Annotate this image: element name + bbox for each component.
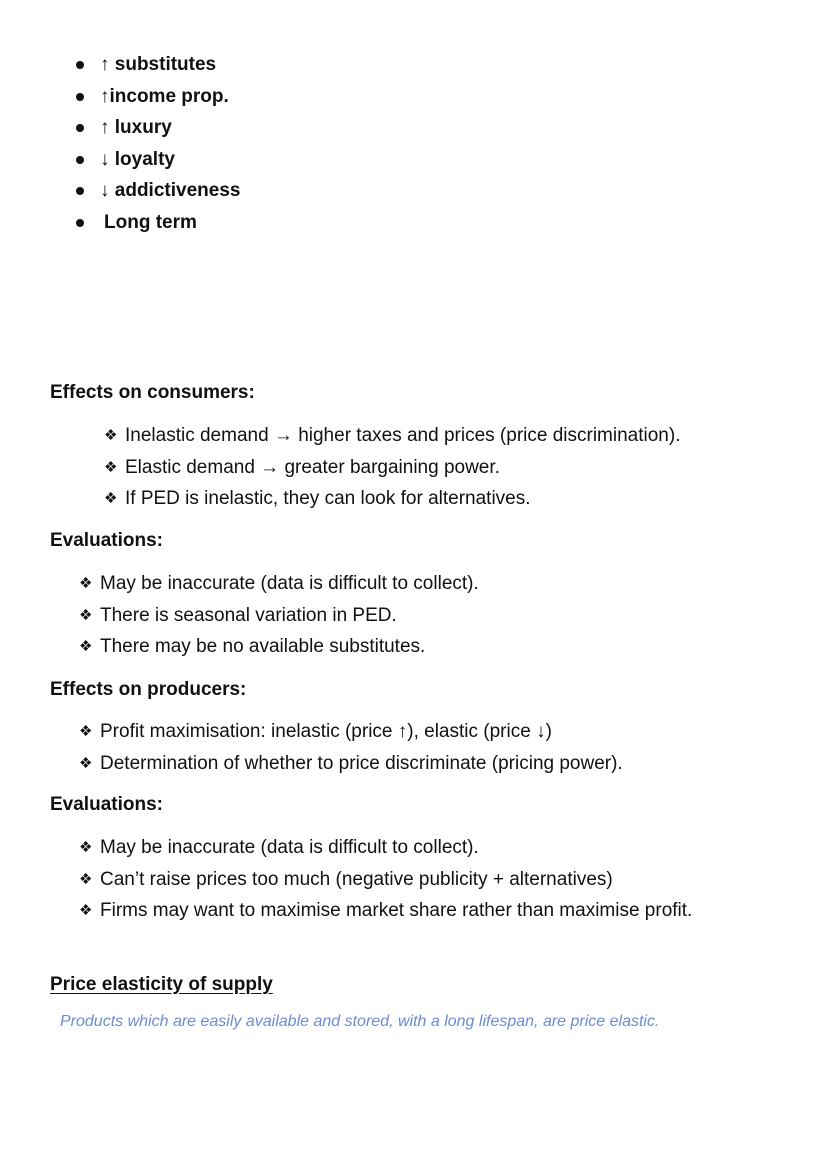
diamond-bullet-icon: ❖	[79, 870, 93, 888]
consumers-heading: Effects on consumers:	[50, 382, 255, 403]
list-item: ↑ substitutes	[0, 49, 828, 81]
diamond-bullet-icon: ❖	[79, 754, 93, 772]
list-item: ↓ loyalty	[0, 144, 828, 176]
bullet-icon	[76, 124, 84, 132]
diamond-bullet-icon: ❖	[79, 723, 93, 740]
list-item: ↓ addictiveness	[0, 175, 828, 207]
producer-evaluations-list	[0, 832, 828, 958]
list-item: ❖ There is seasonal variation in PED.	[0, 600, 828, 632]
list-item: ❖ Profit maximisation: inelastic (price ↑), elastic (price ↓)	[0, 716, 828, 748]
consumer-evaluations-heading: Evaluations:	[50, 530, 163, 551]
list-item: ❖ Inelastic demand → higher taxes and prices (price discrimination).	[0, 420, 828, 452]
diamond-bullet-icon: ❖	[79, 575, 93, 592]
list-item: ❖ If PED is inelastic, they can look for alternatives.	[0, 483, 828, 515]
producers-list	[0, 716, 828, 779]
diamond-bullet-icon: ❖	[79, 638, 93, 655]
diamond-bullet-icon: ❖	[104, 427, 118, 444]
list-item: Long term	[0, 207, 828, 239]
bullet-icon	[76, 187, 84, 195]
ped-factors-list	[0, 49, 828, 238]
list-item: ❖ May be inaccurate (data is difficult to collect).	[0, 832, 828, 864]
list-item: ❖ Can’t raise prices too much (negative publicity + alternatives)	[0, 864, 828, 896]
consumer-evaluations-list	[0, 568, 828, 663]
bullet-icon	[76, 93, 84, 101]
diamond-bullet-icon: ❖	[79, 902, 93, 919]
list-item: ↑ luxury	[0, 112, 828, 144]
list-item: ❖ May be inaccurate (data is difficult to collect).	[0, 568, 828, 600]
bullet-icon	[76, 219, 84, 227]
diamond-bullet-icon: ❖	[79, 839, 93, 856]
producers-heading: Effects on producers:	[50, 679, 247, 700]
list-item: ❖ There may be no available substitutes.	[0, 631, 828, 663]
diamond-bullet-icon: ❖	[79, 606, 93, 624]
diamond-bullet-icon: ❖	[104, 458, 118, 476]
pes-note: Products which are easily available and stored, with a long lifespan, are price elastic.	[60, 1013, 660, 1030]
diamond-bullet-icon: ❖	[104, 490, 118, 507]
list-item: ❖ Elastic demand → greater bargaining power.	[0, 452, 828, 484]
producer-evaluations-heading: Evaluations:	[50, 794, 163, 815]
bullet-icon	[76, 61, 84, 69]
list-item: ↑income prop.	[0, 81, 828, 113]
list-item: ❖ Firms may want to maximise market share rather than maximise profit.	[0, 895, 828, 958]
bullet-icon	[76, 156, 84, 164]
list-item: ❖ Determination of whether to price discriminate (pricing power).	[0, 748, 828, 780]
consumers-list	[0, 420, 828, 515]
pes-heading: Price elasticity of supply	[50, 974, 273, 995]
